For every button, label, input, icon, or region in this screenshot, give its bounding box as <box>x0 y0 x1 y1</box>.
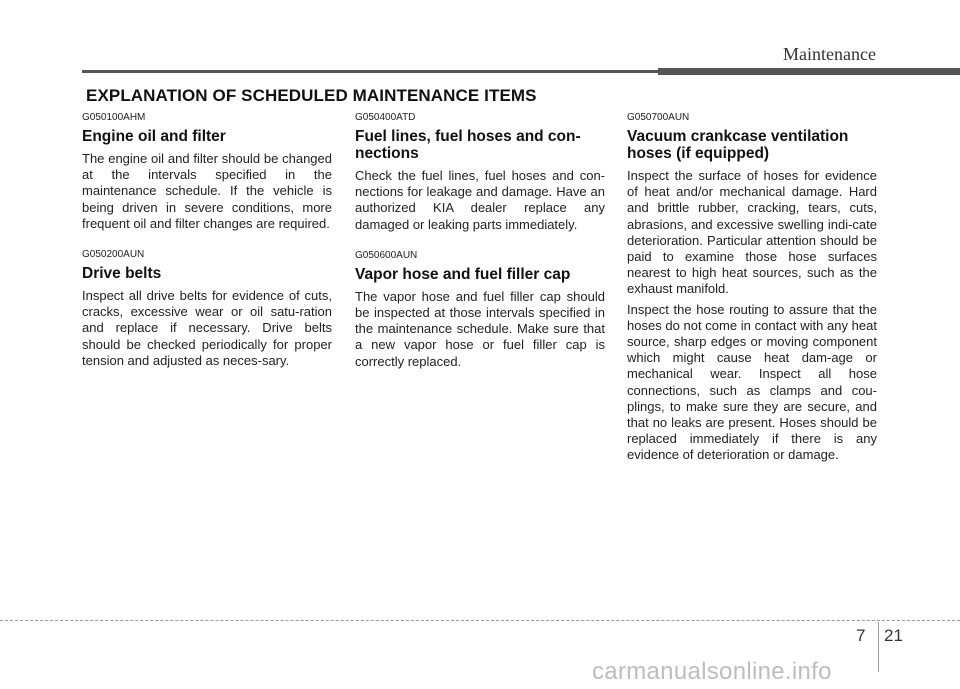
item-code: G050700AUN <box>627 112 690 123</box>
footer-rule <box>0 620 960 621</box>
header-bar <box>658 68 960 75</box>
item-code: G050600AUN <box>355 249 418 261</box>
item-title: Vapor hose and fuel filler cap <box>355 265 571 283</box>
maintenance-item-vapor-hose <box>355 250 605 370</box>
column-2 <box>355 112 605 387</box>
item-paragraph: The engine oil and filter should be changed at the intervals specified in the maintenance schedule. If the vehicle is being driven in severe conditions, more frequent oil and filter changes are required. <box>82 151 332 231</box>
header-title: Maintenance <box>783 44 876 64</box>
item-title: Vacuum crankcase ventilation hoses (if equipped) <box>627 128 849 162</box>
item-code: G050100AHM <box>82 112 146 123</box>
item-title: Drive belts <box>82 265 162 283</box>
maintenance-item-crankcase-hoses <box>627 112 877 464</box>
maintenance-item-fuel-lines <box>355 112 605 233</box>
item-code: G050400ATD <box>355 112 416 123</box>
item-code: G050200AUN <box>82 249 145 261</box>
maintenance-item-engine-oil <box>82 112 332 232</box>
page-number-divider <box>878 622 879 672</box>
section-title: EXPLANATION OF SCHEDULED MAINTENANCE ITEMS <box>86 86 537 105</box>
watermark: carmanualsonline.info <box>592 658 832 685</box>
chapter-number: 7 <box>856 626 866 645</box>
item-paragraph: Check the fuel lines, fuel hoses and con-nections for leakage and damage. Have an authorized KIA dealer replace any damaged or leaking parts immediately. <box>355 168 605 232</box>
item-paragraph: Inspect all drive belts for evidence of cuts, cracks, excessive wear or oil satu-ration and replace if necessary. Drive belts should be checked periodically for proper tension and adjusted as neces-sary. <box>82 288 332 368</box>
maintenance-item-drive-belts <box>82 249 332 369</box>
item-title: Engine oil and filter <box>82 128 226 145</box>
item-title: Fuel lines, fuel hoses and con-nections <box>355 128 581 162</box>
item-paragraph: Inspect the hose routing to assure that the hoses do not come in contact with any heat source, sharp edges or moving component which might cause heat dam-age or mechanical wear. Inspect all hose connections, such as clamps and cou-plings, to make sure they are secure, and that no leaks are present. Hoses should be replaced immediately if there is any evidence of deterioration or damage. <box>627 301 877 463</box>
item-paragraph: Inspect the surface of hoses for evidence of heat and/or mechanical damage. Hard and brittle rubber, cracking, tears, cuts, abrasions, and excessive swelling indi-cate deterioration. Particular attention should be paid to examine those hose surfaces nearest to high heat sources, such as the exhaust manifold. <box>627 168 877 297</box>
column-1 <box>82 112 332 386</box>
item-paragraph: The vapor hose and fuel filler cap should be inspected at those intervals specified in the maintenance schedule. Make sure that a new vapor hose or fuel filler cap is correctly replaced. <box>355 288 605 369</box>
column-3 <box>627 112 877 481</box>
header-rule <box>82 70 658 73</box>
page-number: 21 <box>884 626 903 645</box>
